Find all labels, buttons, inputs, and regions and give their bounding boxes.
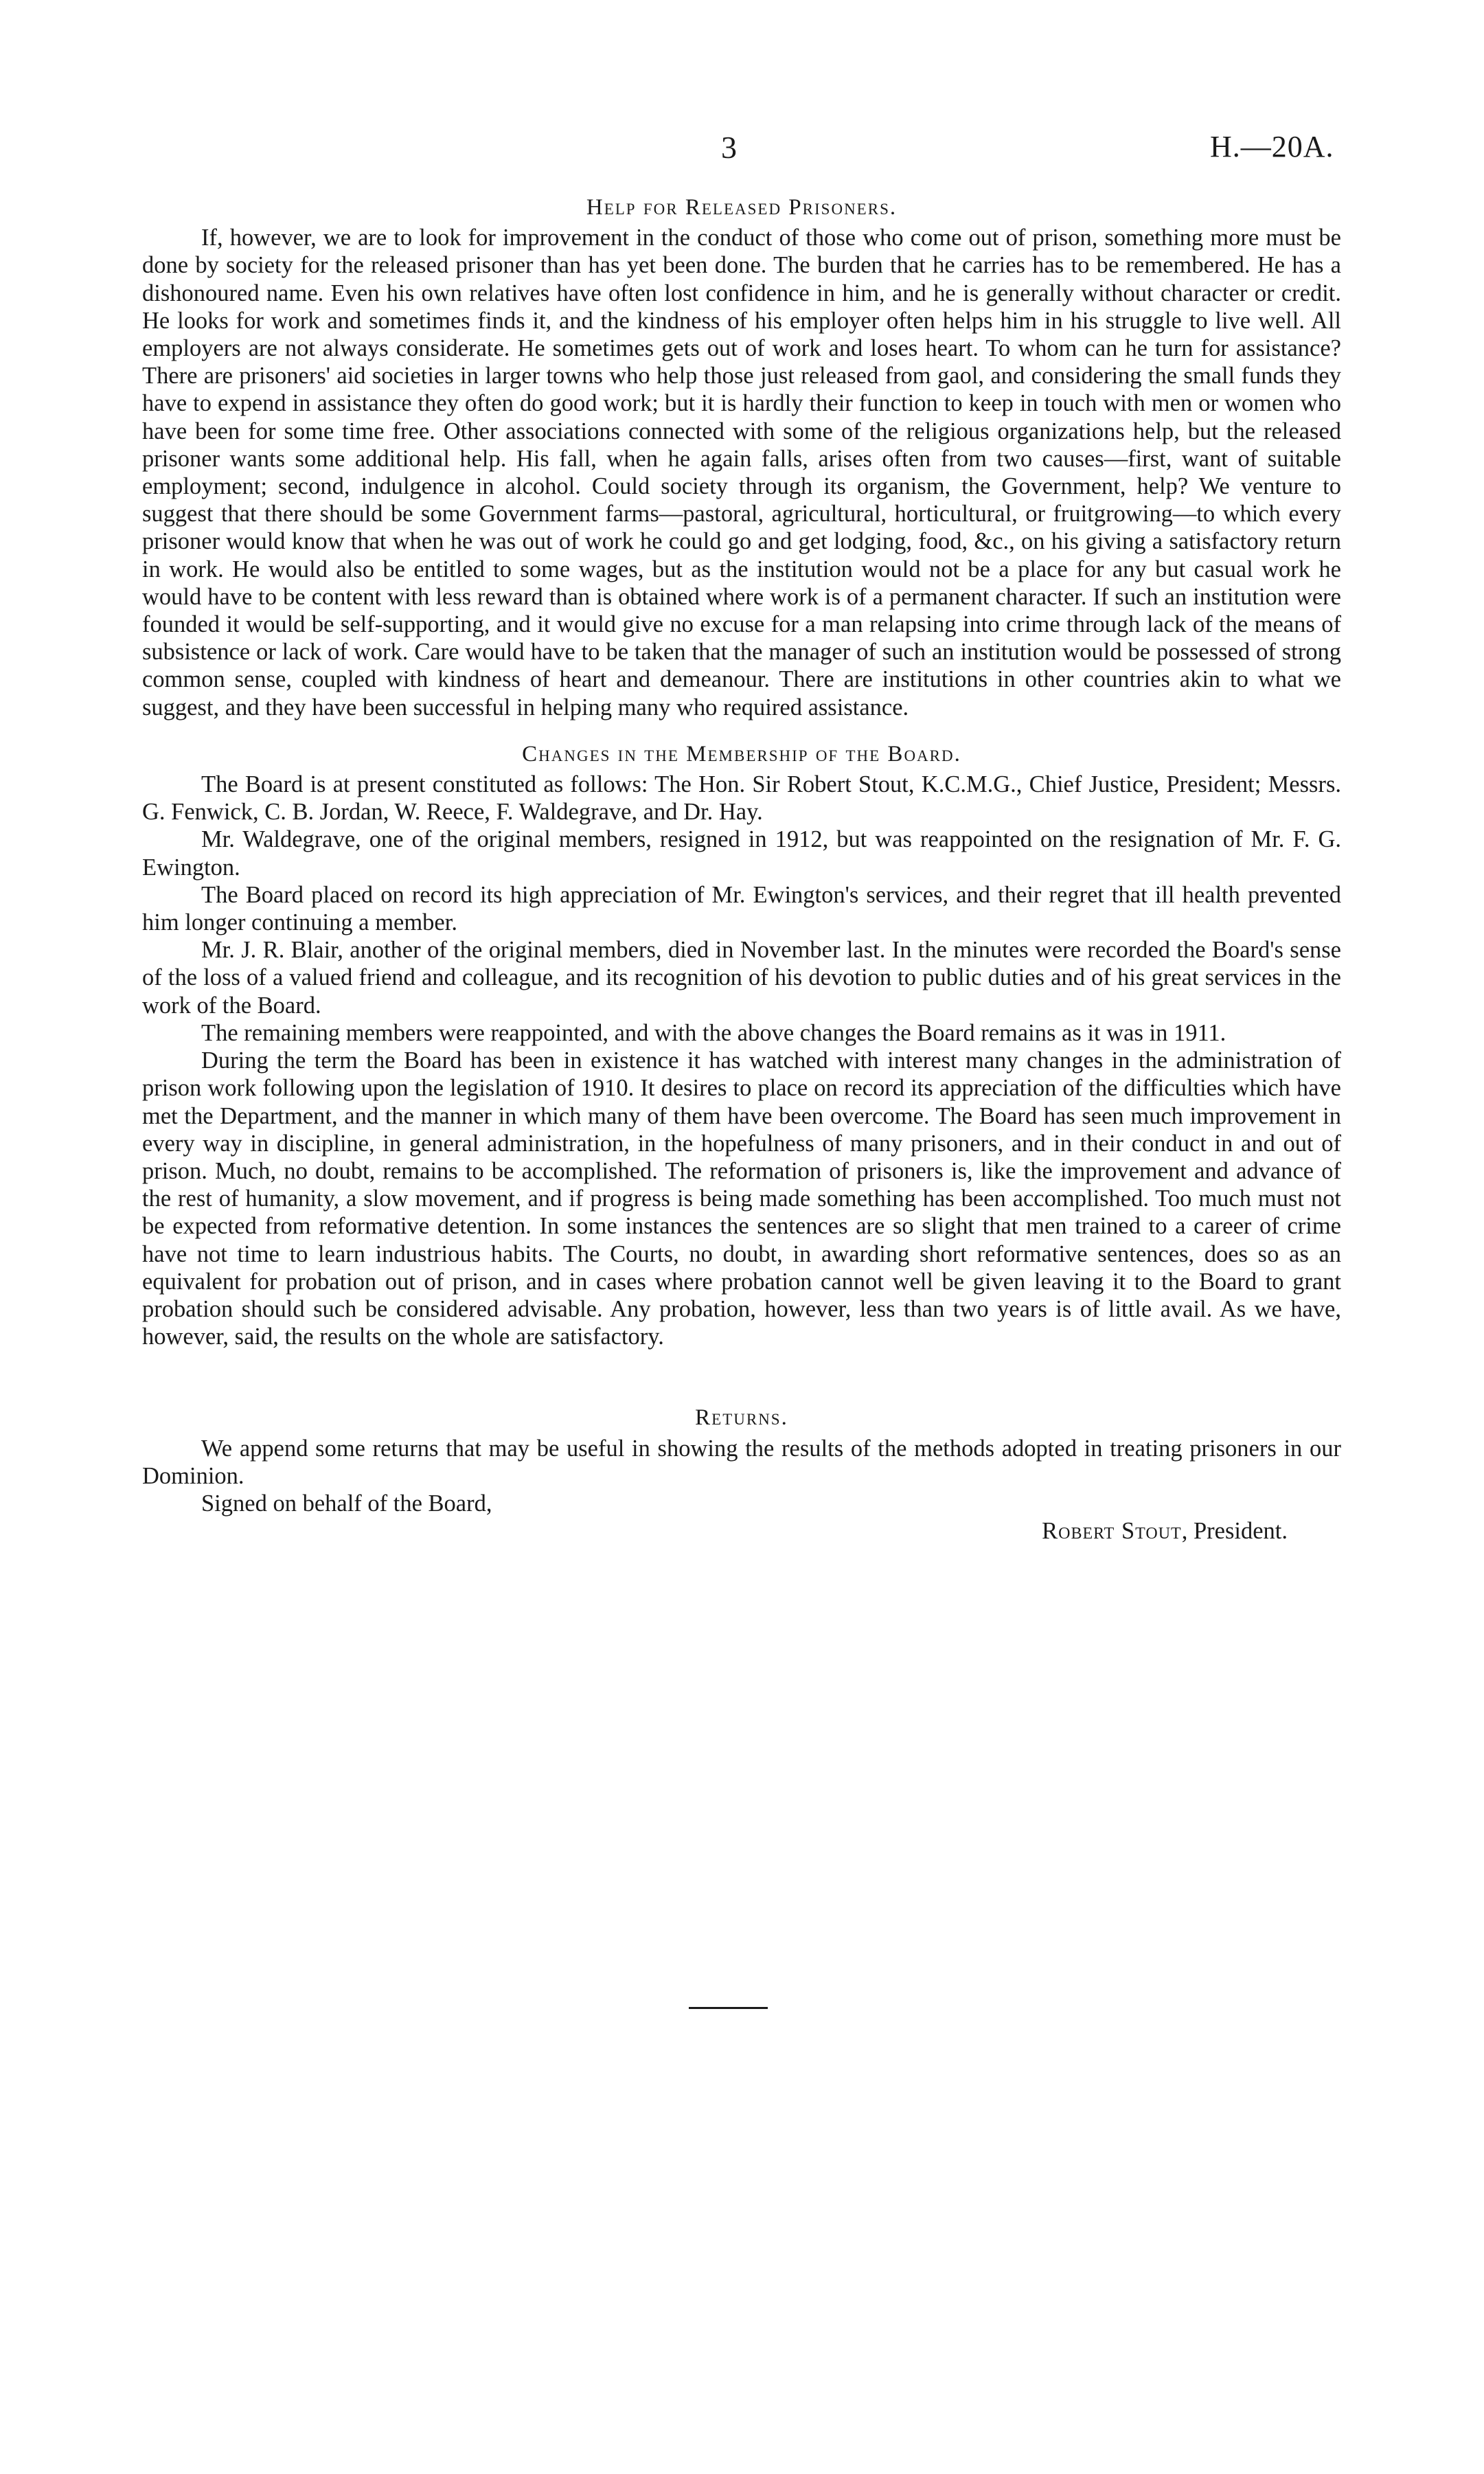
paragraph-ewington: The Board placed on record its high appreciation of Mr. Ewington's services, and their regret that ill health prevented him longer continuing a member.: [142, 881, 1341, 936]
signed-line: Signed on behalf of the Board,: [201, 1490, 492, 1517]
document-body: [142, 194, 1341, 1545]
section-heading-membership-changes: Changes in the Membership of the Board.: [522, 741, 961, 767]
section-heading-released-prisoners: Help for Released Prisoners.: [586, 195, 898, 220]
paragraph-released-prisoners: If, however, we are to look for improvement in the conduct of those who come out of prison, something more must be done by society for the released prisoner than has yet been done. The burden that he carries has to be remembered. He has a dishonoured name. Even his own relatives have often lost confidence in him, and he is generally without character or credit. He looks for work and sometimes finds it, and the kindness of his employer often helps him in his struggle to live well. All employers are not always considerate. He sometimes gets out of work and loses heart. To whom can he turn for assistance? There are prisoners' aid societies in larger towns who help those just released from gaol, and considering the small funds they have to expend in assistance they often do good work; but it is hardly their function to keep in touch with men or women who have been for some time free. Other associations connected with some of the religious organizations help, but the released prisoner wants some additional help. His fall, when he again falls, arises often from two causes—first, want of suitable employment; second, indulgence in alcohol. Could society through its organism, the Government, help? We venture to suggest that there should be some Government farms—pastoral, agricultural, horticultural, or fruitgrowing—to which every prisoner would know that when he was out of work he could go and get lodging, food, &c., on his giving a satisfactory return in work. He would also be entitled to some wages, but as the institution would not be a place for any but casual work he would have to be content with less reward than is obtained where work is of a permanent character. If such an institution were founded it would be self-supporting, and it would give no excuse for a man relapsing into crime through lack of the means of subsistence or lack of work. Care would have to be taken that the manager of such an institution would be possessed of strong common sense, coupled with kindness of heart and demeanour. There are institutions in other countries akin to what we suggest, and they have been successful in helping many who required assistance.: [142, 225, 1341, 720]
paragraph-board-term: During the term the Board has been in existence it has watched with interest many changes in the administration of prison work following upon the legislation of 1910. It desires to place on record its appreciation of the difficulties which have met the Department, and the manner in which many of them have been overcome. The Board has seen much improvement in every way in discipline, in general administration, in the hopefulness of many prisoners, and in their conduct in and out of prison. Much, no doubt, remains to be accomplished. The reformation of prisoners is, like the improvement and advance of the rest of humanity, a slow movement, and if progress is being made something has been accomplished. Too much must not be expected from reformative detention. In some instances the sentences are so slight that men trained to a career of crime have not time to learn industrious habits. The Courts, no doubt, in awarding short reformative sentences, does so as an equivalent for probation out of prison, and in cases where probation cannot well be given leaving it to the Board to grant probation should such be considered advisable. Any probation, however, less than two years is of little avail. As we have, however, said, the results on the whole are satisfactory.: [142, 1047, 1341, 1350]
signature: [142, 1517, 1288, 1545]
paragraph-blair: Mr. J. R. Blair, another of the original members, died in November last. In the minutes were recorded the Board's sense of the loss of a valued friend and colleague, and its recognition of his devotion to public duties and of his great services in the work of the Board.: [142, 937, 1341, 1019]
page-number: 3: [721, 130, 737, 165]
closing-rule: [689, 2007, 768, 2009]
paragraph-board-constitution: The Board is at present constituted as follows: The Hon. Sir Robert Stout, K.C.M.G., Chief Justice, President; Messrs. G. Fenwick, C. B. Jordan, W. Reece, F. Waldegrave, and Dr. Hay.: [142, 771, 1341, 826]
section-heading-returns: Returns.: [695, 1405, 788, 1431]
signatory-name: Robert Stout: [1042, 1518, 1182, 1545]
paragraph-waldegrave: Mr. Waldegrave, one of the original members, resigned in 1912, but was reappointed on the resignation of Mr. F. G. Ewington.: [142, 826, 1341, 881]
paragraph-reappointed: The remaining members were reappointed, and with the above changes the Board remains as it was in 1911.: [201, 1019, 1226, 1046]
document-reference: H.—20A.: [1210, 130, 1334, 163]
paragraph-returns: We append some returns that may be useful in showing the results of the methods adopted in treating prisoners in our Dominion.: [142, 1435, 1341, 1489]
signatory-title: , President.: [1181, 1518, 1288, 1545]
